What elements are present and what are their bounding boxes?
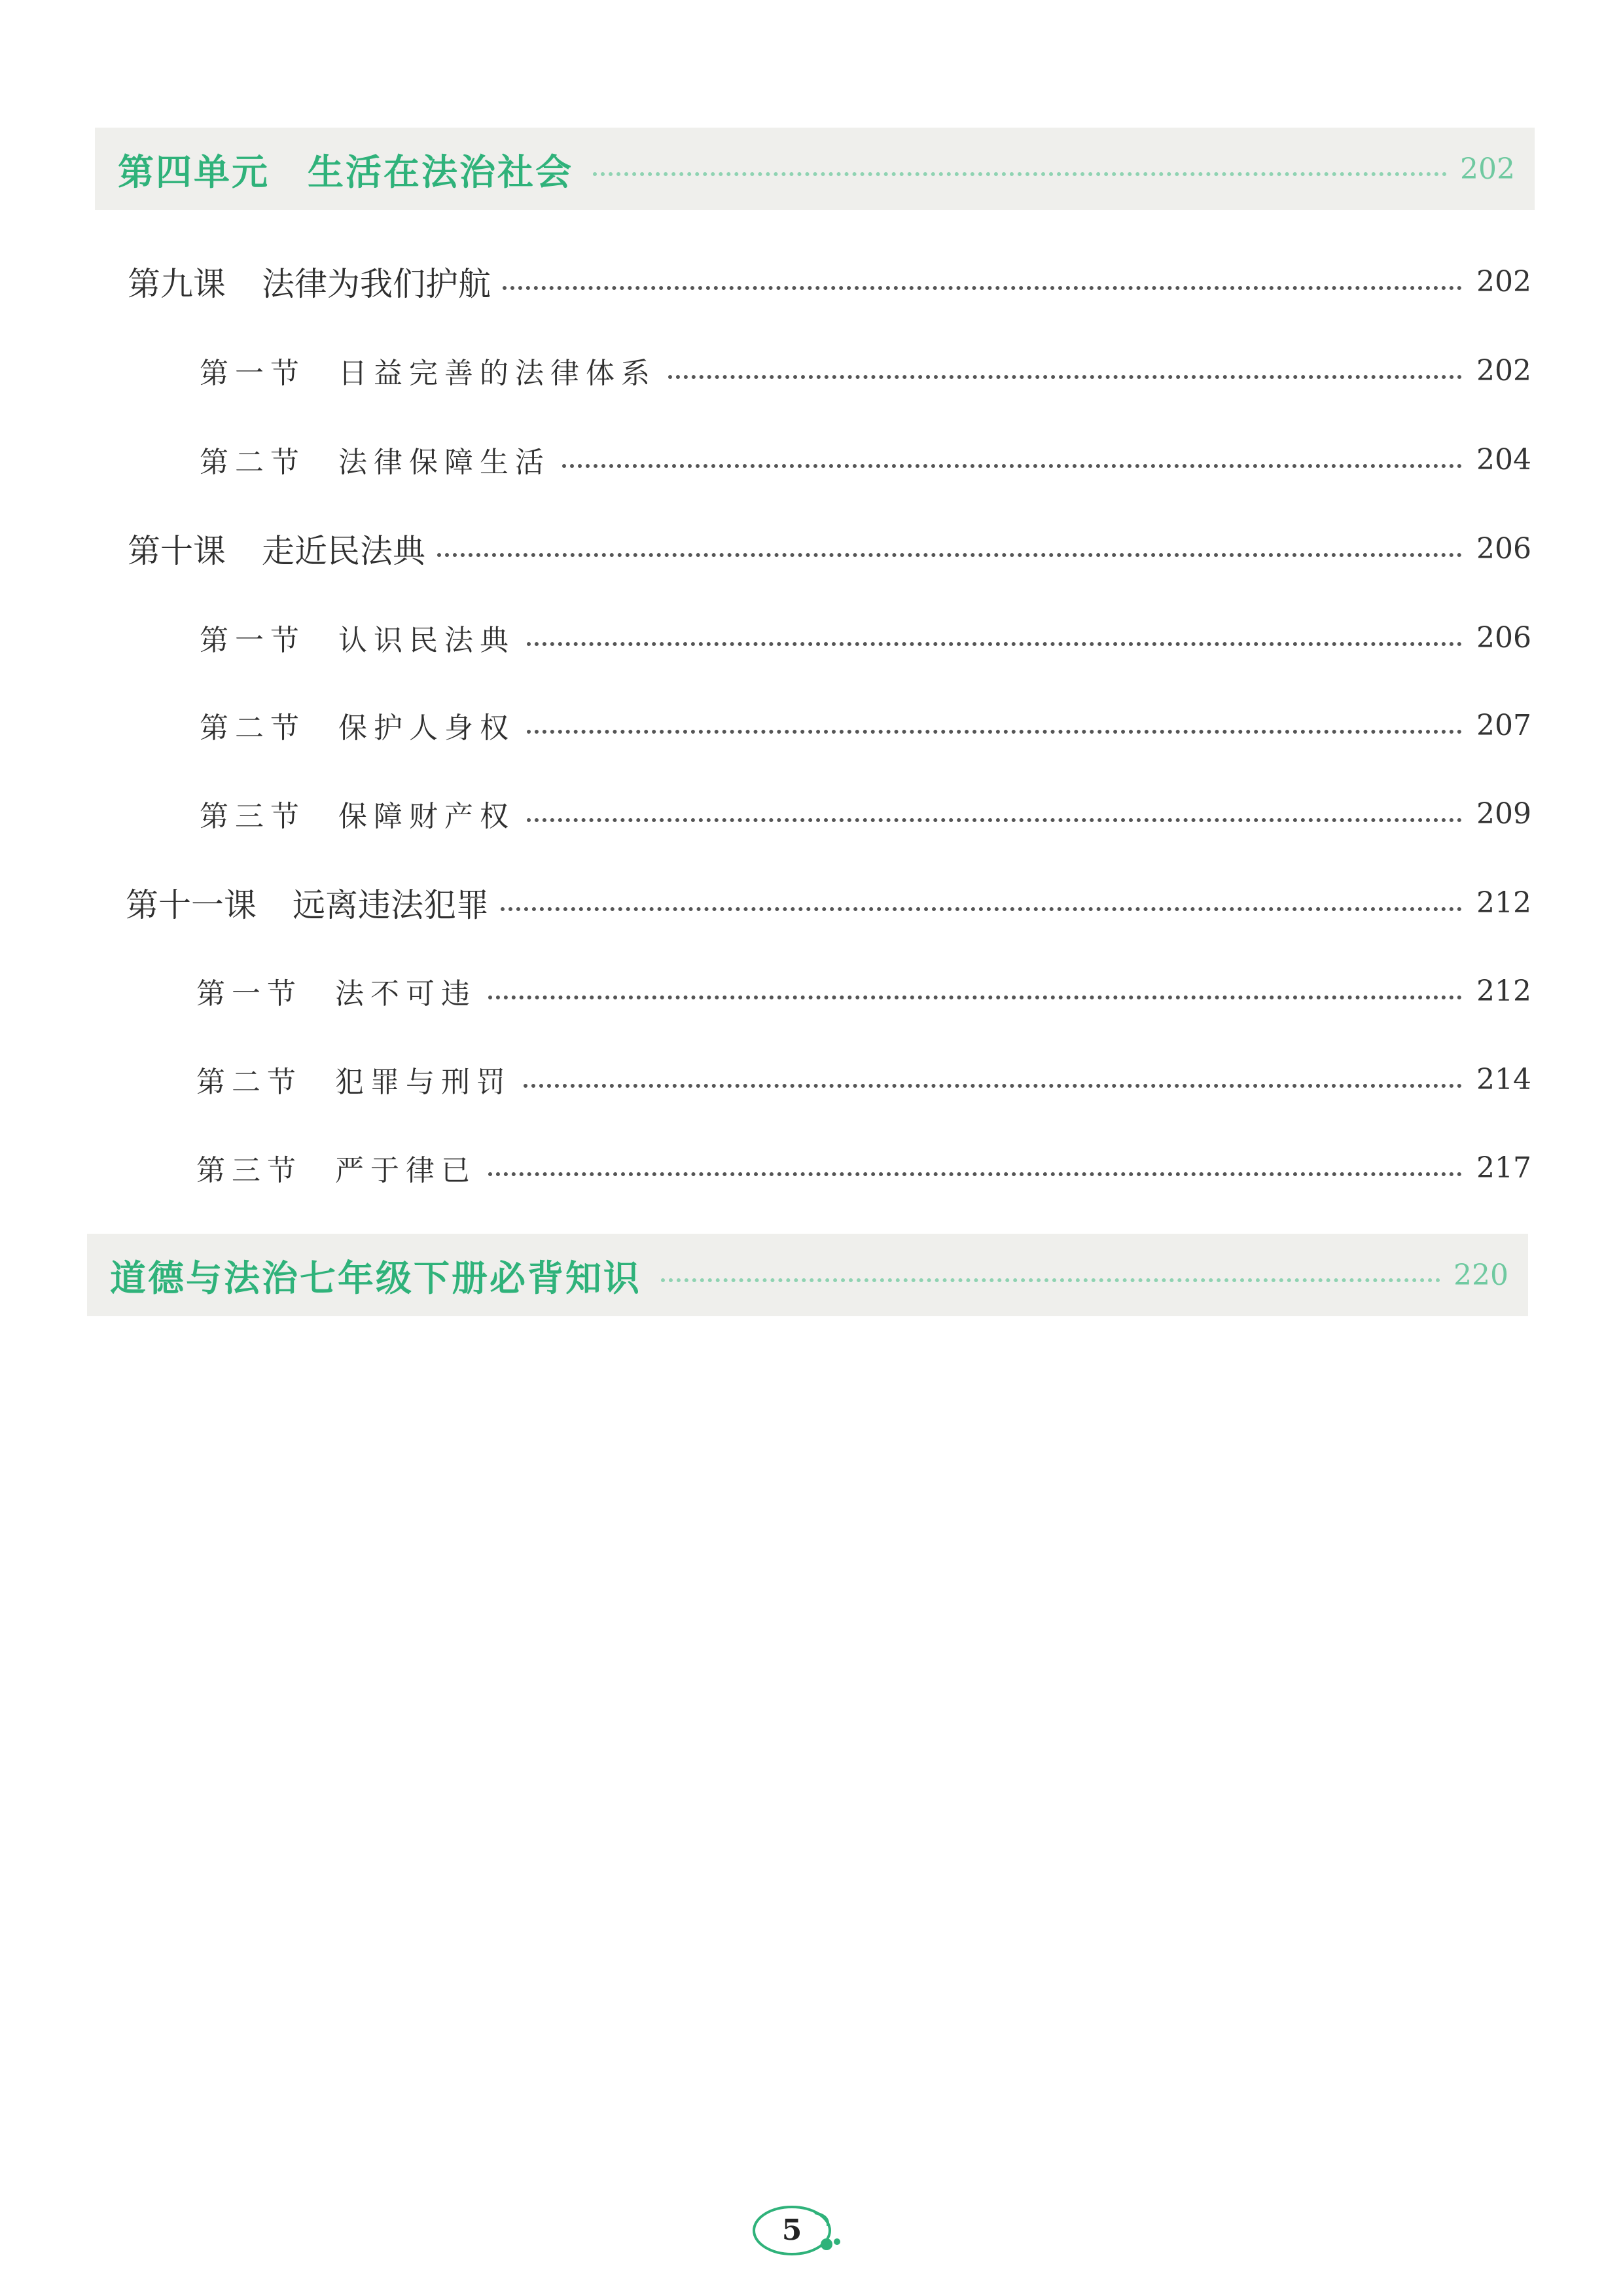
section-label: 第一节 — [200, 357, 306, 390]
toc-section-row[interactable] — [200, 615, 1531, 660]
toc-lesson-row[interactable] — [128, 259, 1531, 304]
lesson-title: 法律为我们护航 — [262, 265, 491, 303]
toc-lesson-row[interactable] — [128, 526, 1531, 571]
page-number: 206 — [1476, 531, 1531, 565]
section-label: 第三节 — [196, 1154, 302, 1187]
lesson-label: 第十一课 — [126, 886, 257, 924]
section-label: 第一节 — [196, 977, 302, 1011]
page-number-badge — [749, 2202, 847, 2259]
toc-section-row[interactable] — [200, 348, 1531, 393]
page-number: 217 — [1476, 1151, 1531, 1185]
toc-lesson-row[interactable] — [126, 880, 1531, 925]
toc-section-row[interactable] — [200, 437, 1531, 482]
toc-section-row[interactable] — [196, 1145, 1531, 1191]
toc-section-row[interactable] — [196, 968, 1531, 1014]
page-number: 204 — [1476, 442, 1531, 476]
appendix-page-number: 220 — [1454, 1258, 1508, 1292]
section-label: 第二节 — [200, 711, 306, 745]
section-title: 认识民法典 — [338, 624, 515, 657]
page-number-text: 5 — [781, 2214, 802, 2247]
toc-section-row[interactable] — [200, 702, 1531, 748]
toc-section-row[interactable] — [196, 1056, 1531, 1102]
dot-leader — [527, 730, 1462, 734]
lesson-title: 走近民法典 — [262, 532, 425, 570]
appendix-heading[interactable] — [87, 1234, 1528, 1316]
lesson-label: 第九课 — [128, 265, 226, 303]
section-label: 第一节 — [200, 624, 306, 657]
dot-leader — [593, 172, 1447, 176]
page-number: 212 — [1476, 974, 1531, 1008]
dot-leader — [527, 642, 1462, 646]
section-title: 严于律已 — [335, 1154, 476, 1187]
toc-section-row[interactable] — [200, 791, 1531, 836]
page-number: 206 — [1476, 620, 1531, 655]
section-label: 第三节 — [200, 800, 306, 833]
section-title: 法不可违 — [335, 977, 476, 1011]
dot-leader — [501, 907, 1462, 911]
dot-leader — [503, 286, 1462, 290]
dot-leader — [527, 818, 1462, 822]
section-title: 日益完善的法律体系 — [338, 357, 656, 390]
page-number: 214 — [1476, 1062, 1531, 1096]
unit-page-number: 202 — [1460, 152, 1515, 186]
dot-leader — [524, 1084, 1462, 1088]
section-title: 法律保障生活 — [338, 446, 550, 479]
page-number: 202 — [1476, 264, 1531, 298]
dot-leader — [668, 375, 1462, 379]
dot-leader — [437, 553, 1462, 557]
page-number: 207 — [1476, 708, 1531, 742]
lesson-label: 第十课 — [128, 532, 226, 570]
section-title: 保护人身权 — [338, 711, 515, 745]
section-label: 第二节 — [196, 1066, 302, 1099]
dot-leader — [488, 1172, 1462, 1176]
page-number: 209 — [1476, 797, 1531, 831]
dot-leader — [488, 996, 1462, 999]
page-number: 202 — [1476, 353, 1531, 387]
section-label: 第二节 — [200, 446, 306, 479]
appendix-title: 道德与法治七年级下册必背知识 — [110, 1257, 642, 1299]
page-number: 212 — [1476, 886, 1531, 920]
section-title: 犯罪与刑罚 — [335, 1066, 512, 1099]
lesson-title: 远离违法犯罪 — [293, 886, 489, 924]
dot-leader — [661, 1278, 1440, 1282]
unit-heading[interactable] — [95, 128, 1535, 210]
section-title: 保障财产权 — [338, 800, 515, 833]
unit-title: 第四单元 生活在法治社会 — [118, 151, 574, 193]
dot-leader — [562, 464, 1462, 468]
